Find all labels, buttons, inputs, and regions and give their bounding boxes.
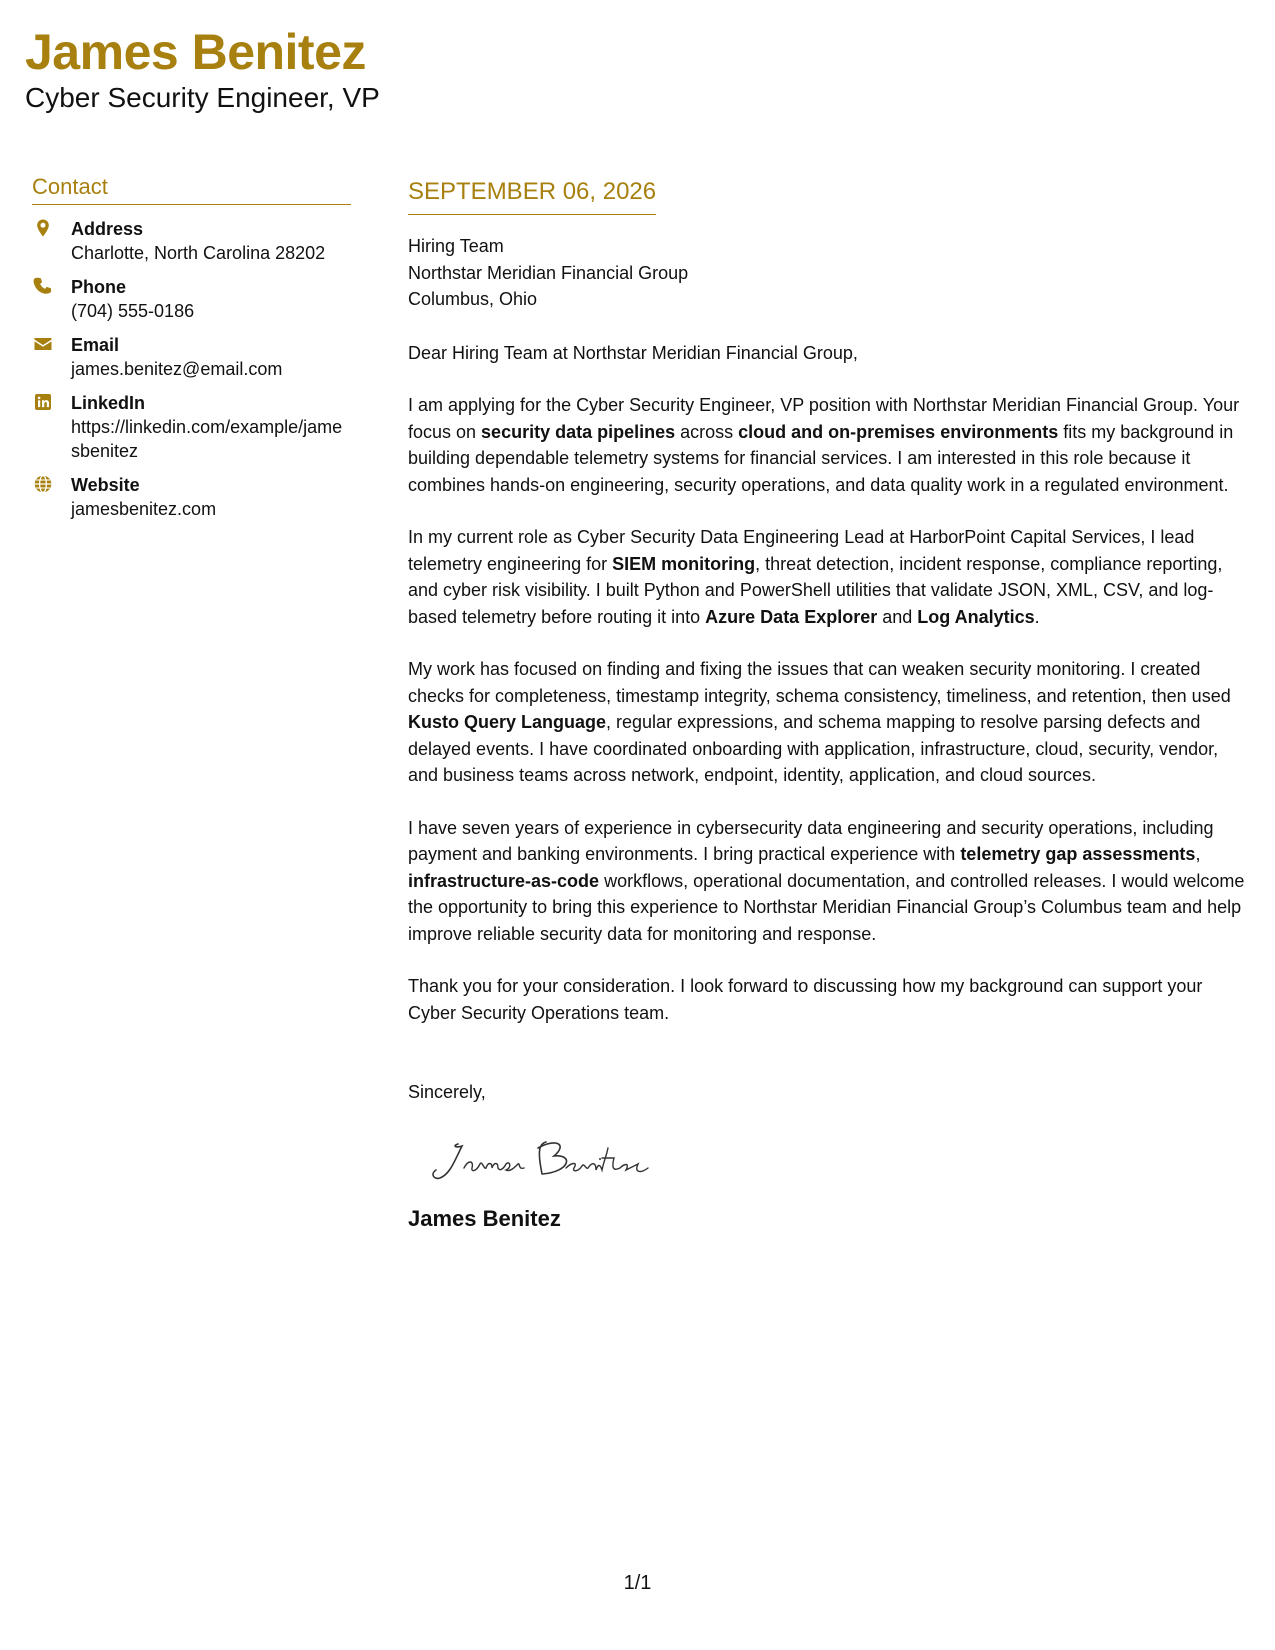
contact-value-email[interactable]: james.benitez@email.com <box>71 359 283 379</box>
paragraph-2: In my current role as Cyber Security Data Engineering Lead at HarborPoint Capital Services, I lead telemetry engineering for SIEM monitoring, threat detection, incident response, compliance reporting, and cyber risk visibility. I built Python and PowerShell utilities that validate JSON, XML, CSV, and log-based telemetry before routing it into Azure Data Explorer and Log Analytics. <box>408 527 1223 627</box>
map-pin-icon <box>33 218 53 238</box>
greeting: Dear Hiring Team at Northstar Meridian Financial Group, <box>408 342 858 363</box>
contact-value-linkedin[interactable]: https://linkedin.com/example/jamesbenitez <box>71 417 343 461</box>
letter-date: SEPTEMBER 06, 2026 <box>408 176 656 215</box>
envelope-icon <box>33 334 53 354</box>
paragraph-5: Thank you for your consideration. I look forward to discussing how my background can support your Cyber Security Operations team. <box>408 976 1203 1023</box>
candidate-title: Cyber Security Engineer, VP <box>25 82 380 113</box>
contact-value-address: Charlotte, North Carolina 28202 <box>71 243 326 263</box>
contact-sidebar <box>32 172 351 531</box>
recipient-line: Hiring Team <box>408 236 504 256</box>
recipient-block <box>408 233 1248 313</box>
paragraph-1: I am applying for the Cyber Security Engineer, VP position with Northstar Meridian Financial Group. Your focus on security data pipelines across cloud and on-premises environments fits my background in building dependable telemetry systems for financial services. I am interested in this role because it combines hands-on engineering, security operations, and data quality work in a regulated environment. <box>408 395 1240 495</box>
contact-label-email: Email <box>71 335 120 355</box>
contact-item-phone <box>32 275 351 323</box>
contact-item-address <box>32 217 351 265</box>
recipient-line: Columbus, Ohio <box>408 289 538 309</box>
page-number: 1/1 <box>623 1572 652 1594</box>
closing: Sincerely, <box>408 1082 486 1102</box>
paragraph-4: I have seven years of experience in cybersecurity data engineering and security operations, including payment and banking environments. I bring practical experience with telemetry gap assessments, infrastructure-as-code workflows, operational documentation, and controlled releases. I would welcome the opportunity to bring this experience to Northstar Meridian Financial Group’s Columbus team and help improve reliable security data for monitoring and response. <box>408 817 1245 944</box>
phone-icon <box>33 276 53 296</box>
contact-label-address: Address <box>71 219 144 239</box>
contact-label-linkedin: LinkedIn <box>71 393 146 413</box>
letter-body <box>408 176 1248 1233</box>
contact-item-email <box>32 333 351 381</box>
signer-name: James Benitez <box>408 1205 561 1231</box>
contact-heading: Contact <box>32 172 351 205</box>
contact-label-website: Website <box>71 475 140 495</box>
handwritten-signature <box>426 1134 666 1188</box>
contact-value-phone: (704) 555-0186 <box>71 301 195 321</box>
globe-icon <box>33 474 53 494</box>
contact-label-phone: Phone <box>71 277 127 297</box>
recipient-line: Northstar Meridian Financial Group <box>408 262 689 283</box>
linkedin-icon <box>33 392 53 412</box>
contact-item-website <box>32 473 351 521</box>
contact-value-website[interactable]: jamesbenitez.com <box>71 499 217 519</box>
paragraph-3: My work has focused on finding and fixing the issues that can weaken security monitoring. I created checks for completeness, timestamp integrity, schema consistency, timeliness, and retention, then used Kusto Query Language, regular expressions, and schema mapping to resolve parsing defects and delayed events. I have coordinated onboarding with application, infrastructure, cloud, security, vendor, and business teams across network, endpoint, identity, application, and cloud sources. <box>408 659 1231 785</box>
contact-item-linkedin <box>32 391 351 463</box>
candidate-name: James Benitez <box>25 24 366 80</box>
